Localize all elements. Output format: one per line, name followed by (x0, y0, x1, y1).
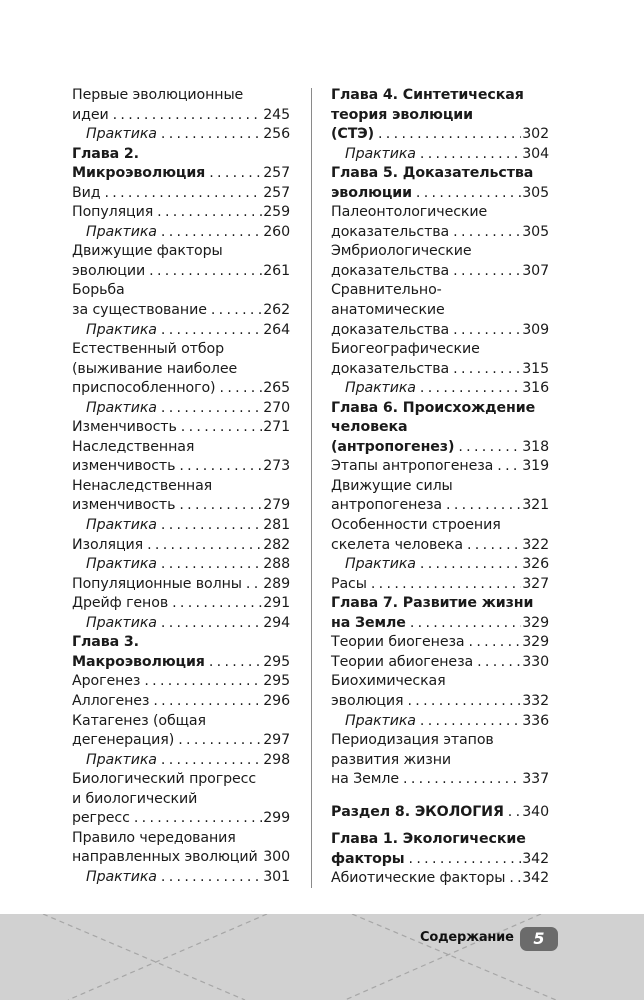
toc-entry (72, 790, 290, 810)
toc-entry-title: Глава 7. Развитие жизни (331, 595, 534, 612)
toc-entry-title: анатомические (331, 302, 445, 319)
toc-heading (331, 850, 549, 870)
toc-entry-title: Глава 6. Происхождение (331, 399, 536, 416)
toc-page-number: 330 (522, 653, 549, 670)
toc-page-number: 296 (263, 692, 290, 709)
toc-page-number: 304 (522, 145, 549, 162)
toc-entry (72, 536, 290, 556)
dot-leader (181, 418, 262, 438)
toc-entry-title: Глава 3. (72, 634, 139, 651)
toc-entry-title: Популяция (72, 204, 154, 221)
toc-page-number: 326 (522, 556, 549, 573)
dot-leader (220, 379, 263, 399)
dot-leader (149, 262, 262, 282)
toc-entry-title: Вид (72, 184, 101, 201)
dot-leader (113, 106, 263, 126)
dot-leader (453, 360, 521, 380)
toc-entry-title: Биогеографические (331, 341, 480, 358)
toc-entry-title: Естественный отбор (72, 341, 224, 358)
toc-practice-entry (72, 751, 290, 771)
dot-leader (134, 809, 262, 829)
toc-entry (72, 281, 290, 301)
toc-entry-title: изменчивость (72, 497, 176, 514)
toc-page-number: 261 (263, 262, 290, 279)
toc-entry (72, 301, 290, 321)
dot-leader (403, 770, 521, 790)
dot-leader (209, 653, 262, 673)
dot-leader (410, 614, 521, 634)
dot-leader (161, 516, 262, 536)
dot-leader (420, 145, 521, 165)
toc-page-number: 299 (263, 810, 290, 827)
toc-entry-title: Правило чередования (72, 829, 236, 846)
toc-entry-title: Изменчивость (72, 419, 177, 436)
dot-leader (416, 184, 521, 204)
toc-entry (331, 751, 549, 771)
toc-entry (331, 633, 549, 653)
toc-entry (72, 184, 290, 204)
toc-entry-title: Практика (345, 712, 416, 729)
toc-page-number: 298 (263, 751, 290, 768)
dot-leader (467, 536, 521, 556)
toc-practice-entry (72, 868, 290, 888)
toc-heading (331, 830, 549, 850)
toc-heading (331, 803, 549, 823)
toc-entry-title: Первые эволюционные (72, 87, 244, 103)
toc-practice-entry (72, 399, 290, 419)
toc-entry-title: Практика (86, 517, 157, 534)
dot-leader (409, 850, 522, 870)
toc-page-number: 256 (263, 126, 290, 143)
toc-entry-title: Движущие факторы (72, 243, 223, 260)
toc-entry (331, 360, 549, 380)
toc-heading (331, 184, 549, 204)
toc-entry-title: и биологический (72, 790, 198, 807)
toc-entry (331, 770, 549, 790)
toc-page-number: 315 (522, 360, 549, 377)
toc-entry (72, 418, 290, 438)
toc-page-number: 309 (522, 321, 549, 338)
toc-page-number: 279 (263, 497, 290, 514)
toc-entry-title: регресс (72, 810, 130, 827)
toc-entry-title: развития жизни (331, 751, 451, 768)
dot-leader (179, 496, 262, 516)
toc-page-number: 301 (263, 868, 290, 885)
dot-leader (371, 575, 521, 595)
toc-entry-title: дегенерация) (72, 732, 175, 749)
dot-leader (161, 555, 262, 575)
toc-entry (331, 869, 549, 889)
toc-page-number: 282 (263, 536, 290, 553)
toc-entry (72, 692, 290, 712)
toc-page-number: 340 (522, 803, 549, 820)
dot-leader (144, 672, 262, 692)
toc-page-number: 302 (522, 126, 549, 143)
toc-entry-title: за существование (72, 302, 207, 319)
dot-leader (497, 457, 521, 477)
toc-entry (72, 106, 290, 126)
toc-entry (72, 809, 290, 829)
toc-entry (331, 321, 549, 341)
dot-leader (262, 848, 263, 868)
toc-entry (331, 262, 549, 282)
toc-page-number: 260 (263, 223, 290, 240)
dot-leader (477, 653, 521, 673)
toc-page-number: 273 (263, 458, 290, 475)
toc-entry-title: Практика (86, 399, 157, 416)
toc-page-number: 271 (263, 419, 290, 436)
toc-entry (331, 223, 549, 243)
toc-entry-title: (СТЭ) (331, 126, 374, 143)
toc-practice-entry (331, 145, 549, 165)
toc-heading (72, 145, 290, 165)
toc-entry (72, 438, 290, 458)
dot-leader (147, 536, 262, 556)
toc-entry-title: Особенности строения (331, 517, 501, 534)
toc-heading (331, 418, 549, 438)
toc-entry (72, 340, 290, 360)
dot-leader (172, 594, 262, 614)
dot-leader (153, 692, 262, 712)
toc-page-number: 319 (522, 458, 549, 475)
toc-entry-title: Микроэволюция (72, 165, 206, 182)
toc-entry (72, 770, 290, 790)
toc-page-number: 336 (522, 712, 549, 729)
toc-entry (331, 203, 549, 223)
toc-practice-entry (331, 379, 549, 399)
toc-page-number: 305 (522, 184, 549, 201)
toc-practice-entry (72, 223, 290, 243)
toc-entry (331, 575, 549, 595)
toc-entry (72, 262, 290, 282)
dot-leader (161, 614, 262, 634)
toc-entry-title: эволюция (331, 692, 404, 709)
toc-page-number: 295 (263, 673, 290, 690)
toc-entry-title: Ненаследственная (72, 477, 213, 494)
dot-leader (161, 399, 262, 419)
toc-entry-title: Движущие силы (331, 477, 453, 494)
toc-practice-entry (72, 125, 290, 145)
toc-heading (331, 106, 549, 126)
dot-leader (453, 321, 521, 341)
dot-leader (420, 379, 521, 399)
toc-heading (331, 399, 549, 419)
toc-entry-title: Практика (86, 868, 157, 885)
dot-leader (161, 125, 262, 145)
toc-entry (331, 516, 549, 536)
dot-leader (179, 457, 262, 477)
toc-heading (72, 633, 290, 653)
toc-entry-title: Глава 2. (72, 145, 139, 162)
toc-entry-title: Эмбриологические (331, 243, 472, 260)
toc-entry (331, 281, 549, 301)
toc-page-number: 265 (263, 380, 290, 397)
toc-entry-title: Наследственная (72, 438, 195, 455)
dot-leader (178, 731, 262, 751)
toc-entry-title: Практика (86, 614, 157, 631)
toc-page-number: 329 (522, 634, 549, 651)
toc-heading (331, 86, 549, 106)
toc-entry-title: эволюции (331, 184, 412, 201)
toc-entry (72, 575, 290, 595)
toc-entry-title: человека (331, 419, 408, 436)
toc-entry-title: Палеонтологические (331, 204, 488, 221)
toc-entry-title: Борьба (72, 282, 125, 299)
toc-entry-title: факторы (331, 850, 405, 867)
toc-entry-title: Биологический прогресс (72, 771, 257, 788)
dot-leader (420, 712, 521, 732)
toc-entry (331, 496, 549, 516)
page-number-badge: 5 (520, 927, 558, 951)
toc-page-number: 297 (263, 732, 290, 749)
dot-leader (407, 692, 521, 712)
toc-entry (331, 457, 549, 477)
toc-entry-title: Практика (86, 321, 157, 338)
toc-practice-entry (72, 555, 290, 575)
dot-leader (161, 751, 262, 771)
toc-page-number: 321 (522, 497, 549, 514)
dot-leader (453, 262, 521, 282)
toc-practice-entry (72, 321, 290, 341)
toc-entry (72, 712, 290, 732)
toc-entry-title: изменчивость (72, 458, 176, 475)
toc-right-column (331, 86, 549, 889)
toc-entry (72, 360, 290, 380)
dot-leader (211, 301, 262, 321)
toc-entry-title: доказательства (331, 321, 450, 338)
toc-entry (72, 731, 290, 751)
column-divider (311, 88, 312, 888)
toc-page-number: 300 (263, 849, 290, 866)
toc-entry-title: на Земле (331, 771, 400, 788)
dot-leader (246, 575, 262, 595)
toc-page-number: 259 (263, 204, 290, 221)
toc-entry (331, 242, 549, 262)
toc-entry-title: доказательства (331, 223, 450, 240)
toc-entry (72, 594, 290, 614)
dot-leader (458, 438, 521, 458)
toc-page-number: 291 (263, 595, 290, 612)
dot-leader (509, 869, 521, 889)
toc-entry-title: Практика (345, 145, 416, 162)
toc-entry-title: Глава 5. Доказательства (331, 165, 534, 182)
toc-practice-entry (72, 516, 290, 536)
toc-page-number: 289 (263, 575, 290, 592)
toc-heading (331, 125, 549, 145)
toc-entry (331, 477, 549, 497)
dot-leader (209, 164, 262, 184)
toc-page-number: 294 (263, 614, 290, 631)
toc-entry-title: Популяционные волны (72, 575, 242, 592)
toc-entry (72, 672, 290, 692)
toc-entry-title: Глава 4. Синтетическая (331, 87, 524, 103)
toc-entry (331, 301, 549, 321)
toc-entry (72, 242, 290, 262)
toc-entry (331, 692, 549, 712)
toc-page-number: 270 (263, 399, 290, 416)
dot-leader (161, 868, 262, 888)
dot-leader (378, 125, 521, 145)
dot-leader (508, 803, 521, 823)
toc-entry-title: (антропогенез) (331, 438, 455, 455)
toc-entry-title: Биохимическая (331, 673, 446, 690)
toc-page-number: 264 (263, 321, 290, 338)
toc-entry-title: антропогенеза (331, 497, 443, 514)
toc-heading (331, 614, 549, 634)
toc-entry-title: теория эволюции (331, 106, 473, 123)
dot-leader (469, 633, 522, 653)
toc-entry (72, 457, 290, 477)
toc-entry-title: эволюции (72, 262, 146, 279)
toc-heading (331, 594, 549, 614)
toc-page-number: 329 (522, 614, 549, 631)
toc-page-number: 288 (263, 556, 290, 573)
toc-page-number: 332 (522, 692, 549, 709)
dot-leader (453, 223, 521, 243)
toc-entry (331, 672, 549, 692)
toc-entry-title: (выживание наиболее (72, 360, 238, 377)
toc-entry-title: Теории абиогенеза (331, 653, 474, 670)
toc-practice-entry (72, 614, 290, 634)
dot-leader (157, 203, 262, 223)
dot-leader (161, 223, 262, 243)
toc-entry-title: идеи (72, 106, 109, 123)
toc-entry (331, 340, 549, 360)
toc-page-number: 281 (263, 517, 290, 534)
toc-entry-title: Аллогенез (72, 692, 150, 709)
toc-page-number: 337 (522, 771, 549, 788)
toc-entry-title: направленных эволюций (72, 849, 258, 866)
toc-practice-entry (331, 555, 549, 575)
toc-entry-title: Периодизация этапов (331, 732, 494, 749)
running-footer-title: Содержание (420, 930, 514, 945)
toc-entry-title: Теории биогенеза (331, 634, 465, 651)
toc-entry-title: на Земле (331, 614, 406, 631)
toc-page-number: 322 (522, 536, 549, 553)
dot-leader (446, 496, 521, 516)
toc-entry (72, 86, 290, 106)
toc-entry (331, 653, 549, 673)
toc-page-number: 262 (263, 302, 290, 319)
toc-entry-title: Дрейф генов (72, 595, 169, 612)
toc-entry-title: Раздел 8. ЭКОЛОГИЯ (331, 803, 504, 820)
toc-page-number: 245 (263, 106, 290, 123)
toc-entry-title: Изоляция (72, 536, 144, 553)
toc-entry-title: скелета человека (331, 536, 463, 553)
toc-entry-title: приспособленного) (72, 380, 216, 397)
toc-page-number: 295 (263, 653, 290, 670)
toc-entry-title: Глава 1. Экологические (331, 831, 526, 848)
toc-entry (72, 477, 290, 497)
toc-page-number: 305 (522, 223, 549, 240)
dot-leader (104, 184, 262, 204)
toc-entry-title: доказательства (331, 360, 450, 377)
toc-page-number: 307 (522, 262, 549, 279)
toc-entry-title: Сравнительно- (331, 282, 442, 299)
toc-page-number: 316 (522, 380, 549, 397)
toc-entry (331, 731, 549, 751)
toc-entry-title: Практика (345, 556, 416, 573)
toc-heading (72, 653, 290, 673)
toc-page-number: 342 (522, 870, 549, 887)
toc-entry (72, 848, 290, 868)
toc-entry (72, 829, 290, 849)
toc-heading (331, 438, 549, 458)
toc-entry (72, 203, 290, 223)
toc-entry (331, 536, 549, 556)
dot-leader (161, 321, 262, 341)
toc-entry-title: Макроэволюция (72, 653, 205, 670)
toc-entry-title: Практика (86, 126, 157, 143)
toc-entry-title: Арогенез (72, 673, 141, 690)
toc-page-number: 318 (522, 438, 549, 455)
toc-entry-title: Практика (86, 556, 157, 573)
toc-page-number: 257 (263, 165, 290, 182)
toc-practice-entry (331, 712, 549, 732)
toc-page-number: 257 (263, 184, 290, 201)
toc-entry-title: Практика (86, 223, 157, 240)
dot-leader (420, 555, 521, 575)
toc-entry-title: Расы (331, 575, 367, 592)
toc-entry (72, 379, 290, 399)
toc-entry (72, 496, 290, 516)
toc-entry-title: доказательства (331, 262, 450, 279)
toc-heading (331, 164, 549, 184)
toc-left-column (72, 86, 290, 887)
toc-heading (72, 164, 290, 184)
toc-page-number: 342 (522, 850, 549, 867)
toc-entry-title: Катагенез (общая (72, 712, 206, 729)
toc-page-number: 327 (522, 575, 549, 592)
toc-entry-title: Практика (86, 751, 157, 768)
toc-entry-title: Этапы антропогенеза (331, 458, 494, 475)
toc-entry-title: Абиотические факторы (331, 870, 506, 887)
toc-entry-title: Практика (345, 380, 416, 397)
